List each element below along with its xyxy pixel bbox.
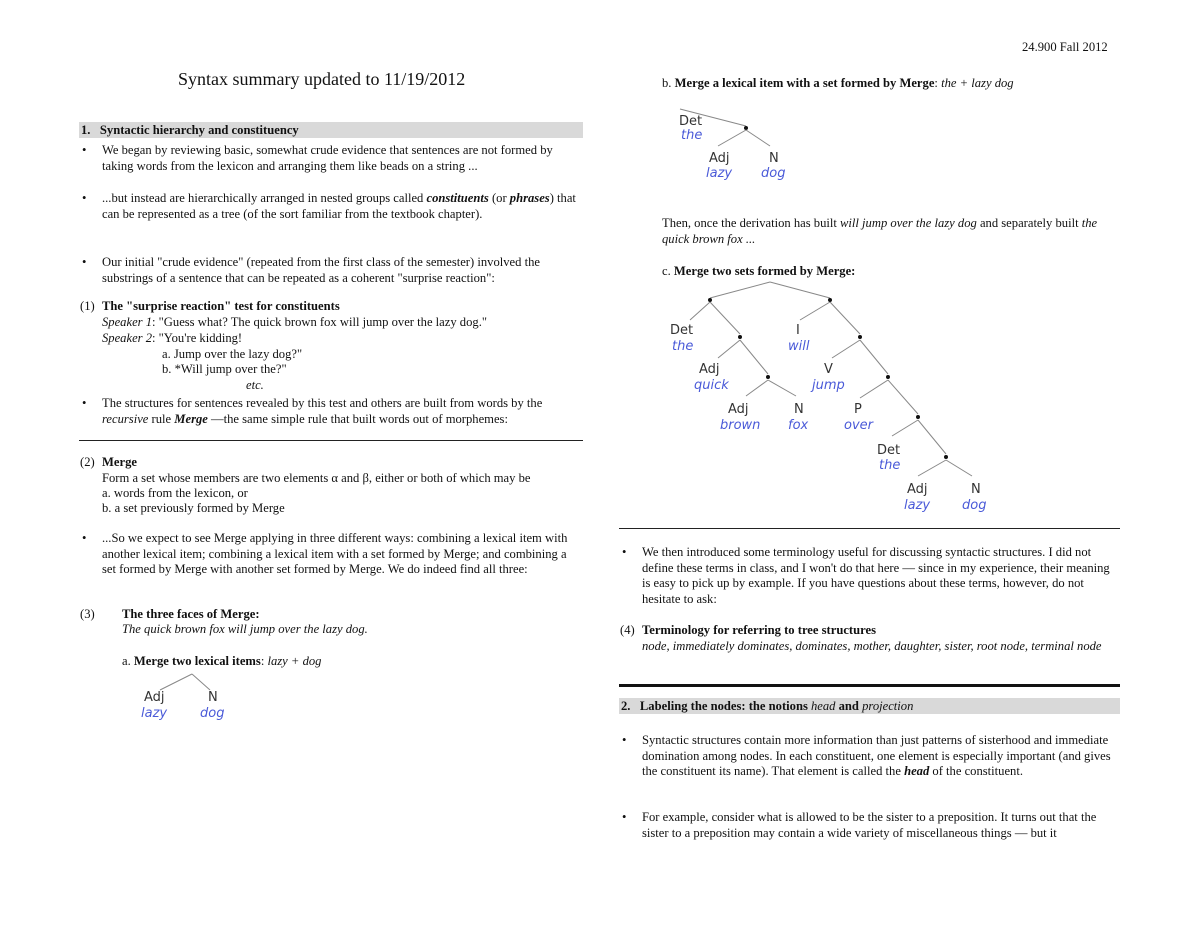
speaker-2-line bbox=[102, 331, 242, 347]
word-label: dog bbox=[962, 498, 987, 513]
text: and separately built bbox=[976, 216, 1082, 230]
tree-node bbox=[858, 335, 862, 339]
tree-branch bbox=[892, 420, 918, 436]
category-label: Adj bbox=[728, 402, 749, 417]
section-title: Labeling the nodes: the notions bbox=[639, 699, 811, 713]
speaker-label: Speaker 1 bbox=[102, 315, 153, 329]
phrase: will jump over the lazy dog bbox=[840, 216, 977, 230]
example-title: The "surprise reaction" test for constituents bbox=[102, 299, 340, 313]
example-number: (1) bbox=[80, 299, 95, 313]
speaker-text: : "Guess what? The quick brown fox will jump over the lazy dog." bbox=[152, 315, 487, 329]
category-label: P bbox=[854, 402, 862, 417]
tree-branch bbox=[718, 130, 746, 146]
word-label: over bbox=[844, 418, 873, 433]
then-paragraph bbox=[662, 216, 1122, 247]
section-2-heading bbox=[619, 698, 1120, 714]
merge-definition: Form a set whose members are two elements α and β, either or both of which may be bbox=[102, 471, 531, 485]
tree-branch bbox=[160, 674, 192, 690]
tree-branch bbox=[690, 302, 710, 320]
bullet-icon: • bbox=[82, 531, 87, 545]
example-sentence: The quick brown fox will jump over the lazy dog. bbox=[122, 622, 368, 636]
label: a. bbox=[122, 654, 134, 668]
word-label: the bbox=[681, 128, 703, 143]
category-label: Det bbox=[679, 114, 703, 129]
example-item-b: b. a set previously formed by Merge bbox=[102, 501, 285, 515]
tree-b bbox=[670, 104, 810, 184]
bullet-item bbox=[80, 191, 582, 222]
category-label: Adj bbox=[699, 362, 720, 377]
text: ) that can be represented as a tree (of the sort familiar from the textbook chapter). bbox=[102, 191, 576, 221]
category-label: Adj bbox=[144, 690, 165, 705]
term-constituents: constituents bbox=[426, 191, 489, 205]
category-label: N bbox=[769, 151, 779, 166]
bullet-item bbox=[620, 810, 1120, 841]
text: Syntactic structures contain more information than just patterns of sisterhood and immediate domination among nodes. In each constituent, one element is especially important (and gives the constituent its name). That element is called the bbox=[642, 733, 1111, 779]
label: b. bbox=[662, 76, 675, 90]
word-label: jump bbox=[812, 378, 845, 393]
text: and bbox=[835, 699, 863, 713]
tree-node bbox=[886, 375, 890, 379]
tree-node bbox=[916, 415, 920, 419]
section-title: Syntactic hierarchy and constituency bbox=[99, 123, 299, 137]
tree-node bbox=[708, 298, 712, 302]
text: rule bbox=[148, 411, 175, 426]
tree-branch bbox=[800, 302, 830, 320]
bullet-icon: • bbox=[82, 143, 87, 157]
speaker-label: Speaker 2 bbox=[102, 331, 153, 345]
bullet-item bbox=[620, 733, 1120, 780]
example-title: Merge bbox=[102, 455, 137, 469]
bullet-icon: • bbox=[622, 733, 627, 747]
word-label: lazy bbox=[141, 706, 168, 721]
tree-branch bbox=[860, 380, 888, 398]
divider bbox=[79, 440, 583, 441]
tree-branch bbox=[768, 380, 796, 396]
text: The structures for sentences revealed by this test and others are built from words by the bbox=[102, 396, 543, 410]
word-label: will bbox=[788, 339, 810, 354]
word-label: lazy bbox=[706, 166, 733, 181]
tree-branch bbox=[832, 340, 860, 358]
phrase: the quick brown fox ... bbox=[662, 216, 1098, 246]
bullet-text: Our initial "crude evidence" (repeated from the first class of the semester) involved the substrings of a sentence that can be repeated as a coherent "surprise reaction": bbox=[102, 255, 540, 285]
word-label: the bbox=[879, 458, 901, 473]
tree-branch bbox=[860, 340, 888, 374]
tree-branch bbox=[830, 302, 860, 334]
word-label: lazy bbox=[904, 498, 931, 513]
bullet-text: For example, consider what is allowed to be the sister to a preposition. It turns out that the sister to a preposition may contain a wide variety of miscellaneous things — but it bbox=[642, 810, 1097, 840]
speaker-1-line bbox=[102, 315, 487, 331]
label: c. bbox=[662, 264, 674, 278]
term-recursive: recursive bbox=[102, 411, 149, 426]
tree-node bbox=[738, 335, 742, 339]
tree-branch bbox=[888, 380, 918, 414]
text: (or bbox=[488, 191, 510, 205]
tree-branch bbox=[746, 380, 768, 396]
example-item-b: b. *Will jump over the?" bbox=[162, 362, 287, 376]
tree-branch bbox=[918, 460, 946, 476]
bullet-icon: • bbox=[82, 191, 87, 205]
tree-branch bbox=[740, 340, 768, 374]
category-label: Det bbox=[877, 443, 901, 458]
bullet-item bbox=[80, 531, 582, 578]
example-title: Terminology for referring to tree structures bbox=[642, 623, 876, 637]
text: of the constituent. bbox=[929, 764, 1023, 779]
example-etc: etc. bbox=[246, 378, 264, 392]
word-label: brown bbox=[720, 418, 761, 433]
bullet-text: We began by reviewing basic, somewhat crude evidence that sentences are not formed by taking words from the lexicon and arranging them like beads on a string ... bbox=[102, 143, 553, 173]
subtitle: Merge two lexical items bbox=[133, 654, 261, 668]
bullet-item bbox=[80, 143, 582, 174]
bullet-icon: • bbox=[622, 810, 627, 824]
tree-c bbox=[660, 278, 1020, 518]
example-item-a: a. Jump over the lazy dog?" bbox=[162, 347, 303, 361]
text: ...but instead are hierarchically arranged in nested groups called bbox=[102, 191, 427, 205]
section-1-heading bbox=[79, 122, 583, 138]
tree-branch bbox=[192, 674, 210, 690]
tree-branch bbox=[746, 130, 770, 146]
example-number: (2) bbox=[80, 455, 95, 469]
term-head: head bbox=[811, 699, 836, 713]
bullet-item bbox=[620, 545, 1120, 607]
word-label: dog bbox=[200, 706, 225, 721]
bullet-item bbox=[80, 396, 582, 427]
speaker-text: : "You're kidding! bbox=[152, 331, 243, 345]
text: —the same simple rule that built words out of morphemes: bbox=[207, 411, 508, 426]
bullet-text: ...So we expect to see Merge applying in three different ways: combining a lexical item with another lexical item; combining a lexical item with a set formed by Merge; and combining a set formed by Merge with another set formed by Merge. We do indeed find all three: bbox=[102, 531, 568, 577]
bullet-icon: • bbox=[622, 545, 627, 559]
text: Then, once the derivation has built bbox=[662, 216, 841, 230]
tree-node bbox=[944, 455, 948, 459]
term-phrases: phrases bbox=[509, 191, 550, 205]
section-number: 2. bbox=[621, 699, 631, 713]
term-merge: Merge bbox=[174, 411, 208, 426]
example-item-a: a. words from the lexicon, or bbox=[102, 486, 248, 500]
category-label: Adj bbox=[907, 482, 928, 497]
category-label: I bbox=[796, 323, 800, 338]
bullet-icon: • bbox=[82, 255, 87, 269]
words: the + lazy dog bbox=[941, 76, 1014, 90]
words: lazy + dog bbox=[267, 654, 322, 668]
category-label: Adj bbox=[709, 151, 730, 166]
tree-node bbox=[828, 298, 832, 302]
page-title: Syntax summary updated to 11/19/2012 bbox=[178, 69, 466, 89]
tree-node bbox=[766, 375, 770, 379]
course-header: 24.900 Fall 2012 bbox=[1022, 40, 1108, 54]
tree-branch bbox=[946, 460, 972, 476]
example-title: The three faces of Merge: bbox=[122, 607, 260, 621]
tree-branch bbox=[710, 282, 770, 298]
example-number: (4) bbox=[620, 623, 635, 637]
bullet-text: We then introduced some terminology useful for discussing syntactic structures. I did not define these terms in class, and I won't do that here — since in my experience, their meaning is easy to pick up by example. If you have questions about these terms, however, do not hesitate to ask: bbox=[642, 545, 1110, 606]
category-label: N bbox=[794, 402, 804, 417]
subexample-b-heading bbox=[662, 76, 1014, 92]
bullet-icon: • bbox=[82, 396, 87, 410]
term-projection: projection bbox=[862, 699, 914, 713]
tree-a bbox=[130, 668, 250, 728]
category-label: Det bbox=[670, 323, 694, 338]
bullet-item bbox=[80, 255, 582, 286]
tree-branch bbox=[770, 282, 830, 298]
tree-branch bbox=[918, 420, 946, 454]
example-number: (3) bbox=[80, 607, 95, 621]
divider bbox=[619, 528, 1120, 529]
tree-node bbox=[744, 126, 748, 130]
tree-branch bbox=[710, 302, 740, 334]
category-label: V bbox=[824, 362, 833, 377]
word-label: fox bbox=[788, 418, 809, 433]
category-label: N bbox=[208, 690, 218, 705]
term-head: head bbox=[904, 764, 930, 779]
tree-branch bbox=[718, 340, 740, 358]
section-number: 1. bbox=[81, 123, 91, 137]
text: : bbox=[260, 654, 268, 668]
word-label: the bbox=[672, 339, 694, 354]
subtitle: Merge two sets formed by Merge: bbox=[673, 264, 856, 278]
word-label: dog bbox=[761, 166, 786, 181]
terminology-list: node, immediately dominates, dominates, mother, daughter, sister, root node, terminal node bbox=[642, 639, 1102, 653]
word-label: quick bbox=[694, 378, 729, 393]
divider-thick bbox=[619, 684, 1120, 687]
subtitle: Merge a lexical item with a set formed by Merge bbox=[674, 76, 935, 90]
category-label: N bbox=[971, 482, 981, 497]
text: : bbox=[934, 76, 942, 90]
